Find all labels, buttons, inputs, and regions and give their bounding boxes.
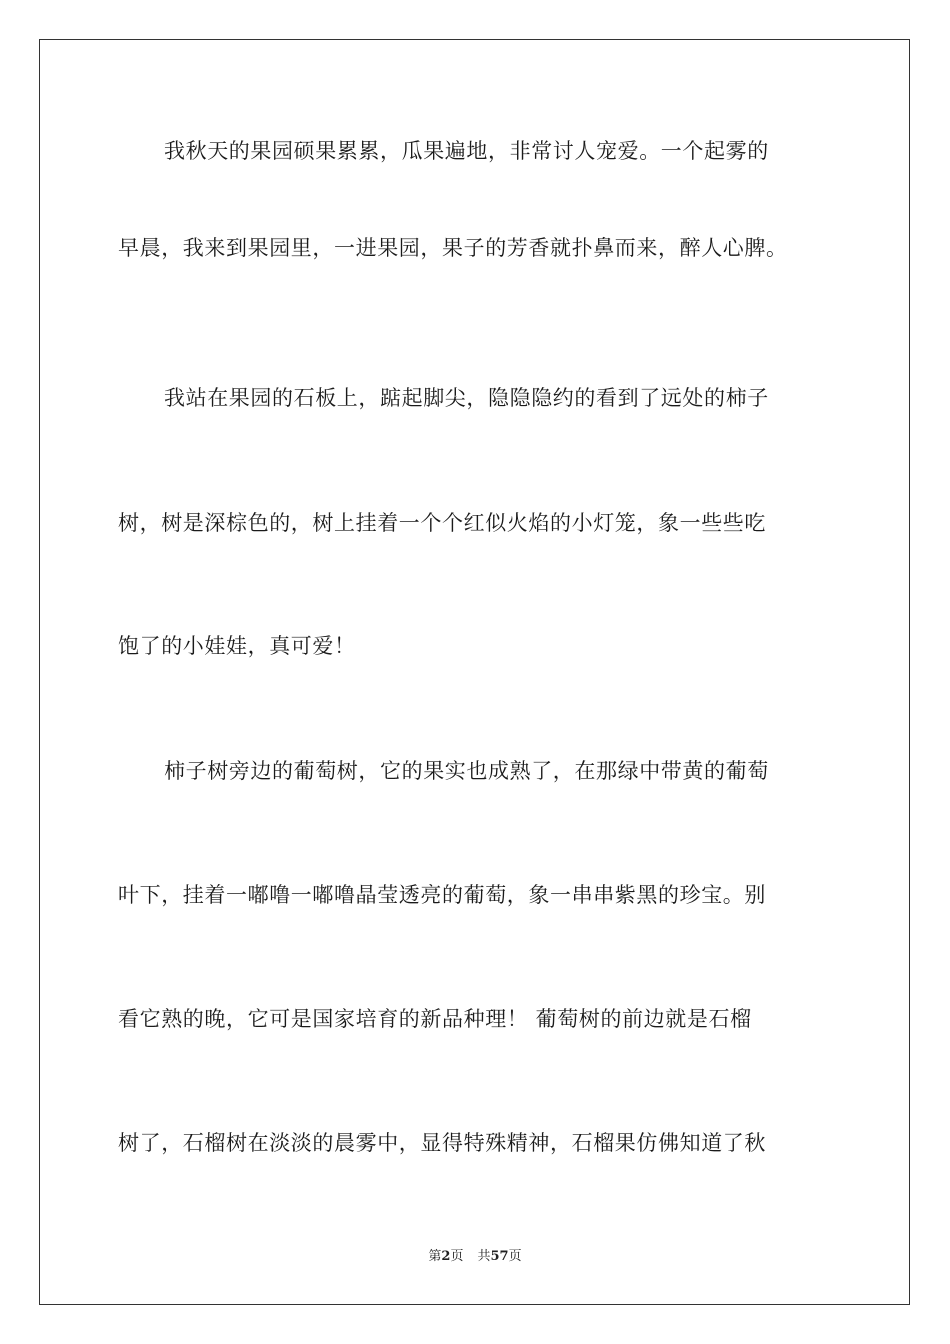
- text-line: 我站在果园的石板上，踮起脚尖，隐隐隐约的看到了远处的柿子: [164, 386, 769, 410]
- page-footer: [0, 1248, 950, 1266]
- page-suffix: 页: [450, 1249, 464, 1264]
- text-line: 树，树是深棕色的，树上挂着一个个红似火焰的小灯笼，象一些些吃: [118, 511, 766, 535]
- page-prefix: 第: [428, 1249, 442, 1264]
- text-line: 柿子树旁边的葡萄树，它的果实也成熟了，在那绿中带黄的葡萄: [164, 759, 769, 783]
- total-suffix: 页: [508, 1249, 522, 1264]
- text-line: 我秋天的果园硕果累累，瓜果遍地，非常讨人宠爱。一个起雾的: [164, 139, 769, 163]
- total-page-number: 57: [490, 1249, 509, 1264]
- page-border: [39, 39, 910, 1305]
- total-prefix: 共: [477, 1249, 491, 1264]
- text-line: 早晨，我来到果园里，一进果园，果子的芳香就扑鼻而来，醉人心脾。: [118, 236, 788, 260]
- text-line: 叶下，挂着一嘟噜一嘟噜晶莹透亮的葡萄，象一串串紫黑的珍宝。别: [118, 883, 766, 907]
- text-line: 看它熟的晚，它可是国家培育的新品种理！ 葡萄树的前边就是石榴: [118, 1007, 752, 1031]
- current-page-number: 2: [441, 1249, 451, 1264]
- text-line: 饱了的小娃娃，真可爱！: [118, 634, 356, 658]
- text-line: 树了，石榴树在淡淡的晨雾中，显得特殊精神，石榴果仿佛知道了秋: [118, 1131, 766, 1155]
